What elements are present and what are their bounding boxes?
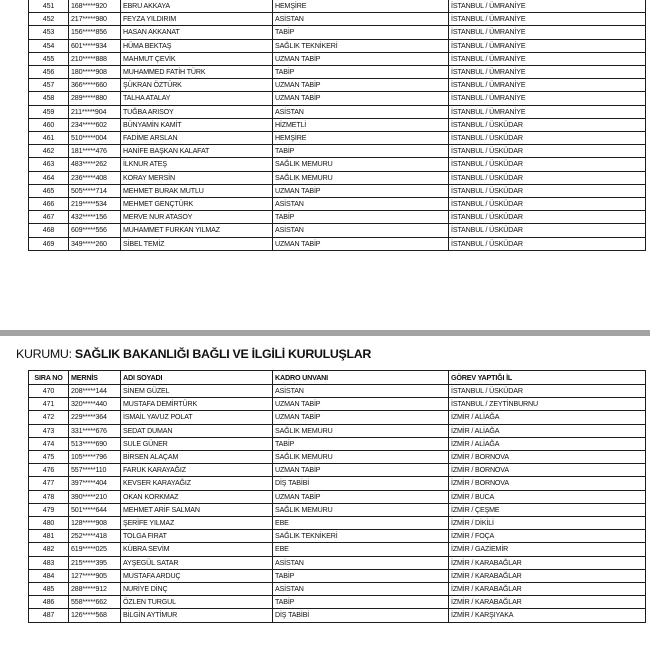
cell-adi-soyadi: MERVE NUR ATASOY: [121, 211, 273, 224]
table-row: [29, 411, 646, 424]
cell-sira: 457: [29, 79, 69, 92]
cell-gorev-yaptigi-il: İZMİR / BUCA: [449, 490, 646, 503]
cell-mernis: 181*****476: [69, 145, 121, 158]
table-row: [29, 198, 646, 211]
cell-sira: 454: [29, 39, 69, 52]
cell-mernis: 609*****556: [69, 224, 121, 237]
bottom-roster-table-body: [29, 371, 646, 623]
cell-kadro-unvani: DİŞ TABİBİ: [273, 477, 449, 490]
table-row: [29, 211, 646, 224]
cell-gorev-yaptigi-il: İZMİR / KARABAĞLAR: [449, 556, 646, 569]
cell-kadro-unvani: ASİSTAN: [273, 13, 449, 26]
cell-kadro-unvani: UZMAN TABİP: [273, 398, 449, 411]
cell-sira: 458: [29, 92, 69, 105]
cell-sira: 459: [29, 105, 69, 118]
cell-kadro-unvani: ASİSTAN: [273, 556, 449, 569]
cell-kadro-unvani: SAĞLIK MEMURU: [273, 451, 449, 464]
cell-adi-soyadi: FADİME ARSLAN: [121, 132, 273, 145]
cell-mernis: 619*****025: [69, 543, 121, 556]
cell-gorev-yaptigi-il: İZMİR / KARABAĞLAR: [449, 596, 646, 609]
table-row: [29, 184, 646, 197]
bottom-roster-table: [28, 370, 646, 623]
cell-adi-soyadi: ÖZLEN TURGUL: [121, 596, 273, 609]
cell-kadro-unvani: TABİP: [273, 26, 449, 39]
cell-gorev-yaptigi-il: İZMİR / BORNOVA: [449, 464, 646, 477]
cell-gorev-yaptigi-il: İSTANBUL / ÜMRANİYE: [449, 105, 646, 118]
table-row: [29, 79, 646, 92]
cell-adi-soyadi: MUHAMMED FATİH TÜRK: [121, 66, 273, 79]
cell-sira: 476: [29, 464, 69, 477]
cell-mernis: 349*****260: [69, 237, 121, 250]
cell-adi-soyadi: HANİFE BAŞKAN KALAFAT: [121, 145, 273, 158]
cell-gorev-yaptigi-il: İSTANBUL / ÜSKÜDAR: [449, 198, 646, 211]
cell-mernis: 513*****690: [69, 437, 121, 450]
cell-kadro-unvani: EBE: [273, 517, 449, 530]
cell-adi-soyadi: BÜNYAMİN KAMİT: [121, 118, 273, 131]
cell-kadro-unvani: TABİP: [273, 145, 449, 158]
cell-adi-soyadi: EBRU AKKAYA: [121, 0, 273, 13]
cell-adi-soyadi: MEHMET BURAK MUTLU: [121, 184, 273, 197]
cell-sira: 451: [29, 0, 69, 13]
cell-mernis: 252*****418: [69, 530, 121, 543]
cell-mernis: 432*****156: [69, 211, 121, 224]
cell-adi-soyadi: AYŞEGÜL SATAR: [121, 556, 273, 569]
table-row: [29, 237, 646, 250]
cell-adi-soyadi: ŞERİFE YILMAZ: [121, 517, 273, 530]
cell-adi-soyadi: TOLGA FIRAT: [121, 530, 273, 543]
cell-mernis: 483*****262: [69, 158, 121, 171]
cell-adi-soyadi: FARUK KARAYAĞIZ: [121, 464, 273, 477]
cell-gorev-yaptigi-il: İSTANBUL / ÜSKÜDAR: [449, 211, 646, 224]
cell-gorev-yaptigi-il: İSTANBUL / ÜMRANİYE: [449, 13, 646, 26]
cell-sira: 463: [29, 158, 69, 171]
cell-mernis: 510*****004: [69, 132, 121, 145]
table-row: [29, 437, 646, 450]
cell-adi-soyadi: MUSTAFA ARDUÇ: [121, 569, 273, 582]
cell-adi-soyadi: KEVSER KARAYAĞIZ: [121, 477, 273, 490]
cell-gorev-yaptigi-il: İZMİR / ALİAĞA: [449, 424, 646, 437]
table-row: [29, 464, 646, 477]
cell-gorev-yaptigi-il: İSTANBUL / ÜMRANİYE: [449, 66, 646, 79]
cell-mernis: 217*****980: [69, 13, 121, 26]
cell-kadro-unvani: EBE: [273, 543, 449, 556]
cell-gorev-yaptigi-il: İSTANBUL / ÜSKÜDAR: [449, 224, 646, 237]
cell-mernis: 505*****714: [69, 184, 121, 197]
cell-kadro-unvani: TABİP: [273, 66, 449, 79]
cell-adi-soyadi: BİRSEN ALAÇAM: [121, 451, 273, 464]
cell-mernis: 208*****144: [69, 385, 121, 398]
cell-mernis: 390*****210: [69, 490, 121, 503]
cell-mernis: 289*****880: [69, 92, 121, 105]
table-row: [29, 503, 646, 516]
cell-gorev-yaptigi-il: İSTANBUL / ÜSKÜDAR: [449, 145, 646, 158]
cell-gorev-yaptigi-il: İSTANBUL / ÜMRANİYE: [449, 92, 646, 105]
column-header-gorev-yaptigi-il: GÖREV YAPTIĞI İL: [449, 371, 646, 385]
cell-mernis: 210*****888: [69, 52, 121, 65]
cell-mernis: 601*****934: [69, 39, 121, 52]
cell-adi-soyadi: İLKNUR ATEŞ: [121, 158, 273, 171]
cell-gorev-yaptigi-il: İZMİR / BORNOVA: [449, 477, 646, 490]
cell-kadro-unvani: ASİSTAN: [273, 224, 449, 237]
cell-kadro-unvani: SAĞLIK TEKNİKERİ: [273, 39, 449, 52]
table-row: [29, 13, 646, 26]
cell-mernis: 156*****856: [69, 26, 121, 39]
table-row: [29, 0, 646, 13]
cell-sira: 467: [29, 211, 69, 224]
cell-sira: 483: [29, 556, 69, 569]
cell-sira: 453: [29, 26, 69, 39]
cell-gorev-yaptigi-il: İZMİR / BORNOVA: [449, 451, 646, 464]
cell-adi-soyadi: TALHA ATALAY: [121, 92, 273, 105]
top-roster-table-body: [29, 0, 646, 250]
cell-sira: 475: [29, 451, 69, 464]
table-row: [29, 477, 646, 490]
cell-kadro-unvani: SAĞLIK MEMURU: [273, 503, 449, 516]
cell-adi-soyadi: MUSTAFA DEMİRTÜRK: [121, 398, 273, 411]
cell-kadro-unvani: TABİP: [273, 211, 449, 224]
cell-adi-soyadi: HASAN AKKANAT: [121, 26, 273, 39]
cell-kadro-unvani: ASİSTAN: [273, 198, 449, 211]
cell-mernis: 288*****912: [69, 583, 121, 596]
table-row: [29, 398, 646, 411]
cell-adi-soyadi: SEDAT DUMAN: [121, 424, 273, 437]
cell-adi-soyadi: SİBEL TEMİZ: [121, 237, 273, 250]
table-row: [29, 118, 646, 131]
cell-adi-soyadi: KORAY MERSİN: [121, 171, 273, 184]
table-row: [29, 145, 646, 158]
cell-gorev-yaptigi-il: İSTANBUL / ÜSKÜDAR: [449, 118, 646, 131]
cell-gorev-yaptigi-il: İSTANBUL / ÜMRANİYE: [449, 0, 646, 13]
cell-mernis: 501*****644: [69, 503, 121, 516]
cell-mernis: 558*****662: [69, 596, 121, 609]
table-row: [29, 609, 646, 622]
cell-sira: 473: [29, 424, 69, 437]
cell-kadro-unvani: UZMAN TABİP: [273, 52, 449, 65]
cell-mernis: 331*****676: [69, 424, 121, 437]
cell-kadro-unvani: UZMAN TABİP: [273, 237, 449, 250]
table-row: [29, 490, 646, 503]
cell-sira: 480: [29, 517, 69, 530]
top-roster-table-container: [0, 0, 650, 251]
cell-mernis: 366*****660: [69, 79, 121, 92]
cell-mernis: 128*****908: [69, 517, 121, 530]
cell-gorev-yaptigi-il: İZMİR / ALİAĞA: [449, 411, 646, 424]
cell-adi-soyadi: MAHMUT ÇEVİK: [121, 52, 273, 65]
cell-sira: 487: [29, 609, 69, 622]
cell-sira: 481: [29, 530, 69, 543]
cell-kadro-unvani: DİŞ TABİBİ: [273, 609, 449, 622]
cell-kadro-unvani: TABİP: [273, 569, 449, 582]
table-row: [29, 224, 646, 237]
table-row: [29, 385, 646, 398]
table-row: [29, 39, 646, 52]
cell-gorev-yaptigi-il: İSTANBUL / ÜMRANİYE: [449, 52, 646, 65]
cell-mernis: 168*****920: [69, 0, 121, 13]
column-header-mernis: MERNİS: [69, 371, 121, 385]
table-row: [29, 596, 646, 609]
cell-gorev-yaptigi-il: İSTANBUL / ÜSKÜDAR: [449, 184, 646, 197]
cell-gorev-yaptigi-il: İSTANBUL / ÜMRANİYE: [449, 26, 646, 39]
table-row: [29, 52, 646, 65]
column-header-adi-soyadi: ADI SOYADI: [121, 371, 273, 385]
cell-sira: 471: [29, 398, 69, 411]
cell-sira: 455: [29, 52, 69, 65]
cell-adi-soyadi: KÜBRA SEVİM: [121, 543, 273, 556]
cell-adi-soyadi: BİLGİN AYTİMUR: [121, 609, 273, 622]
cell-sira: 469: [29, 237, 69, 250]
cell-sira: 461: [29, 132, 69, 145]
cell-kadro-unvani: ASİSTAN: [273, 583, 449, 596]
cell-adi-soyadi: SULE GÜNER: [121, 437, 273, 450]
cell-mernis: 180*****908: [69, 66, 121, 79]
table-row: [29, 158, 646, 171]
cell-gorev-yaptigi-il: İSTANBUL / ÜSKÜDAR: [449, 171, 646, 184]
table-header-row: [29, 371, 646, 385]
cell-kadro-unvani: SAĞLIK MEMURU: [273, 171, 449, 184]
cell-gorev-yaptigi-il: İSTANBUL / ÜSKÜDAR: [449, 385, 646, 398]
table-row: [29, 556, 646, 569]
cell-adi-soyadi: SİNEM GÜZEL: [121, 385, 273, 398]
cell-sira: 478: [29, 490, 69, 503]
cell-gorev-yaptigi-il: İZMİR / KARABAĞLAR: [449, 583, 646, 596]
table-row: [29, 105, 646, 118]
cell-mernis: 557*****110: [69, 464, 121, 477]
cell-gorev-yaptigi-il: İZMİR / KARŞIYAKA: [449, 609, 646, 622]
cell-kadro-unvani: HEMŞİRE: [273, 0, 449, 13]
cell-kadro-unvani: UZMAN TABİP: [273, 490, 449, 503]
cell-sira: 484: [29, 569, 69, 582]
cell-sira: 472: [29, 411, 69, 424]
bottom-roster-table-container: [0, 370, 650, 623]
cell-mernis: 229*****364: [69, 411, 121, 424]
table-row: [29, 569, 646, 582]
cell-mernis: 234*****602: [69, 118, 121, 131]
table-row: [29, 517, 646, 530]
cell-kadro-unvani: SAĞLIK TEKNİKERİ: [273, 530, 449, 543]
table-row: [29, 451, 646, 464]
cell-sira: 464: [29, 171, 69, 184]
cell-sira: 486: [29, 596, 69, 609]
cell-gorev-yaptigi-il: İZMİR / KARABAĞLAR: [449, 569, 646, 582]
table-row: [29, 26, 646, 39]
top-roster-table: [28, 0, 646, 251]
cell-kadro-unvani: HEMŞİRE: [273, 132, 449, 145]
cell-mernis: 397*****404: [69, 477, 121, 490]
cell-mernis: 215*****395: [69, 556, 121, 569]
table-row: [29, 583, 646, 596]
cell-sira: 462: [29, 145, 69, 158]
cell-adi-soyadi: TUĞBA ARISOY: [121, 105, 273, 118]
cell-sira: 468: [29, 224, 69, 237]
cell-mernis: 127*****905: [69, 569, 121, 582]
cell-gorev-yaptigi-il: İSTANBUL / ÜSKÜDAR: [449, 132, 646, 145]
section-heading: [16, 347, 371, 361]
cell-mernis: 211*****904: [69, 105, 121, 118]
cell-gorev-yaptigi-il: İZMİR / GAZİEMİR: [449, 543, 646, 556]
table-row: [29, 132, 646, 145]
page-break-separator: [0, 330, 650, 336]
cell-gorev-yaptigi-il: İSTANBUL / ÜSKÜDAR: [449, 158, 646, 171]
cell-kadro-unvani: ASİSTAN: [273, 105, 449, 118]
cell-adi-soyadi: HÜMA BEKTAŞ: [121, 39, 273, 52]
cell-adi-soyadi: MUHAMMET FURKAN YILMAZ: [121, 224, 273, 237]
cell-gorev-yaptigi-il: İSTANBUL / ÜMRANİYE: [449, 39, 646, 52]
cell-sira: 452: [29, 13, 69, 26]
cell-sira: 474: [29, 437, 69, 450]
cell-kadro-unvani: SAĞLIK MEMURU: [273, 424, 449, 437]
cell-adi-soyadi: FEYZA YILDIRIM: [121, 13, 273, 26]
cell-sira: 479: [29, 503, 69, 516]
table-row: [29, 92, 646, 105]
cell-gorev-yaptigi-il: İZMİR / ÇEŞME: [449, 503, 646, 516]
cell-sira: 485: [29, 583, 69, 596]
table-row: [29, 424, 646, 437]
cell-mernis: 236*****408: [69, 171, 121, 184]
cell-sira: 456: [29, 66, 69, 79]
cell-adi-soyadi: MEHMET GENÇTÜRK: [121, 198, 273, 211]
column-header-sira-no: SIRA NO: [29, 371, 69, 385]
cell-gorev-yaptigi-il: İZMİR / FOÇA: [449, 530, 646, 543]
cell-sira: 466: [29, 198, 69, 211]
column-header-kadro-unvani: KADRO UNVANI: [273, 371, 449, 385]
cell-sira: 470: [29, 385, 69, 398]
table-row: [29, 171, 646, 184]
cell-kadro-unvani: UZMAN TABİP: [273, 184, 449, 197]
section-heading-name: SAĞLIK BAKANLIĞI BAĞLI VE İLGİLİ KURULUŞLAR: [74, 347, 372, 361]
cell-mernis: 105*****796: [69, 451, 121, 464]
cell-kadro-unvani: HİZMETLİ: [273, 118, 449, 131]
cell-sira: 465: [29, 184, 69, 197]
cell-kadro-unvani: UZMAN TABİP: [273, 411, 449, 424]
table-row: [29, 530, 646, 543]
cell-gorev-yaptigi-il: İSTANBUL / ÜMRANİYE: [449, 79, 646, 92]
cell-mernis: 320*****440: [69, 398, 121, 411]
cell-adi-soyadi: OKAN KORKMAZ: [121, 490, 273, 503]
cell-kadro-unvani: ASİSTAN: [273, 385, 449, 398]
cell-adi-soyadi: ŞÜKRAN ÖZTÜRK: [121, 79, 273, 92]
cell-mernis: 126*****568: [69, 609, 121, 622]
table-row: [29, 66, 646, 79]
cell-kadro-unvani: UZMAN TABİP: [273, 464, 449, 477]
cell-gorev-yaptigi-il: İZMİR / ALİAĞA: [449, 437, 646, 450]
cell-kadro-unvani: UZMAN TABİP: [273, 79, 449, 92]
cell-adi-soyadi: MEHMET ARİF SALMAN: [121, 503, 273, 516]
table-row: [29, 543, 646, 556]
cell-mernis: 219*****534: [69, 198, 121, 211]
cell-sira: 482: [29, 543, 69, 556]
cell-kadro-unvani: TABİP: [273, 596, 449, 609]
cell-sira: 477: [29, 477, 69, 490]
cell-kadro-unvani: UZMAN TABİP: [273, 92, 449, 105]
section-heading-label: KURUMU:: [16, 347, 72, 361]
cell-gorev-yaptigi-il: İZMİR / DİKİLİ: [449, 517, 646, 530]
cell-adi-soyadi: İSMAİL YAVUZ POLAT: [121, 411, 273, 424]
cell-kadro-unvani: TABİP: [273, 437, 449, 450]
cell-adi-soyadi: NURİYE DİNÇ: [121, 583, 273, 596]
cell-gorev-yaptigi-il: İSTANBUL / ZEYTİNBURNU: [449, 398, 646, 411]
cell-sira: 460: [29, 118, 69, 131]
cell-gorev-yaptigi-il: İSTANBUL / ÜSKÜDAR: [449, 237, 646, 250]
cell-kadro-unvani: SAĞLIK MEMURU: [273, 158, 449, 171]
